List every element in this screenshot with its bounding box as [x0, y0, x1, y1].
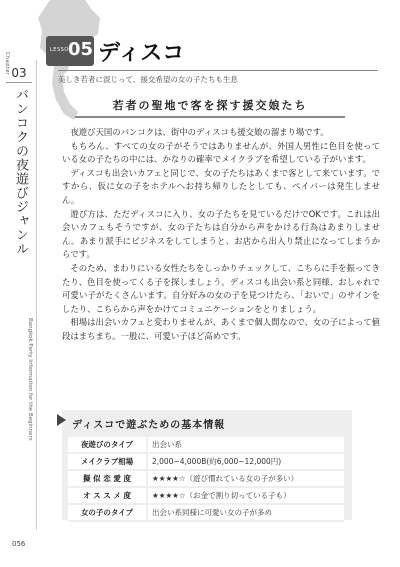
- lesson-word: LESSON: [50, 47, 73, 53]
- page-number: 056: [12, 540, 26, 548]
- info-value: 2,000~4,000B(約6,000~12,000円): [147, 453, 344, 470]
- sidebar-english-text: Bangkok Party Information for the Beginners: [27, 318, 33, 441]
- lesson-subtitle: 美しき若者に混じって、援交希望の女の子たちも生息: [58, 70, 378, 85]
- paragraph: 夜遊び天国のバンコクは、街中のディスコも援交娘の溜まり場です。: [70, 127, 329, 137]
- table-row: [68, 453, 344, 470]
- info-box-title: ディスコで遊ぶための基本情報: [72, 420, 226, 431]
- info-label: 擬 似 恋 愛 度: [68, 470, 147, 487]
- chapter-title: バンコクの夜遊びジャンル: [13, 88, 28, 256]
- article-body: [62, 126, 380, 344]
- page-title: ディスコ: [98, 41, 185, 66]
- paragraph: 相場は出会いカフェと変わりませんが、あくまで個人間なので、女の子によって値段はまちまち。一般に、可愛い子ほど高めです。: [62, 317, 380, 341]
- info-label: 夜遊びのタイプ: [68, 437, 147, 453]
- chapter-label: Chapter: [4, 52, 10, 76]
- info-label: 女の子のタイプ: [68, 504, 147, 521]
- info-value: ★★★★☆（遊び慣れている女の子が多い）: [147, 470, 344, 487]
- paragraph: 遊び方は、ただディスコに入り、女の子たちを見ているだけでOKです。これは出会いカフェもそうですが、女の子たちは自分から声をかける行為はあまりしません。あまり派手にビジネスをしてしまうと、お店から出入り禁止になってしまうからです。: [62, 208, 380, 260]
- lesson-badge: [46, 36, 94, 66]
- info-label: オ ス ス メ 度: [68, 487, 147, 504]
- paragraph: そのため、まわりにいる女性たちをしっかりチェックして、こちらに手を振ってきたり、色目を使ってくる子を探しましょう。ディスコも出会い系と同様、おしゃれで可愛い子がたくさんいます。自分好みの女の子を見つけたら、「おいで」のサインをしたり、こちらから声をかけてコミュニケーションをとりましょう。: [62, 262, 380, 314]
- lesson-number: 05: [68, 39, 94, 60]
- section-divider: [75, 116, 345, 118]
- info-value: 出会い系: [147, 437, 344, 453]
- info-value: 出会い系同様に可愛い女の子が多め: [147, 504, 344, 521]
- table-row: [68, 437, 344, 453]
- info-label: メイクラブ相場: [68, 453, 147, 470]
- info-table: [68, 437, 344, 522]
- table-row: [68, 504, 344, 521]
- chapter-number: 03: [6, 66, 32, 83]
- paragraph: ディスコも出会いカフェと同じで、女の子たちはあくまで客として来ています。ですから、仮に女の子をホテルへお持ち帰りしたとしても、ペイバーは発生しません。: [62, 167, 380, 205]
- triangle-marker-icon: [57, 414, 66, 426]
- sidebar-divider: [36, 60, 37, 530]
- info-box: [62, 410, 352, 520]
- info-value: ★★★★☆（お金で割り切っている子も）: [147, 487, 344, 504]
- table-row: [68, 470, 344, 487]
- table-row: [68, 487, 344, 504]
- paragraph: もちろん、すべての女の子がそうではありませんが、外国人男性に色目を使っている女の子たちの中には、かなりの確率でメイクラブを希望している子がいます。: [62, 140, 380, 165]
- section-heading: 若者の聖地で客を探す援交娘たち: [112, 99, 308, 112]
